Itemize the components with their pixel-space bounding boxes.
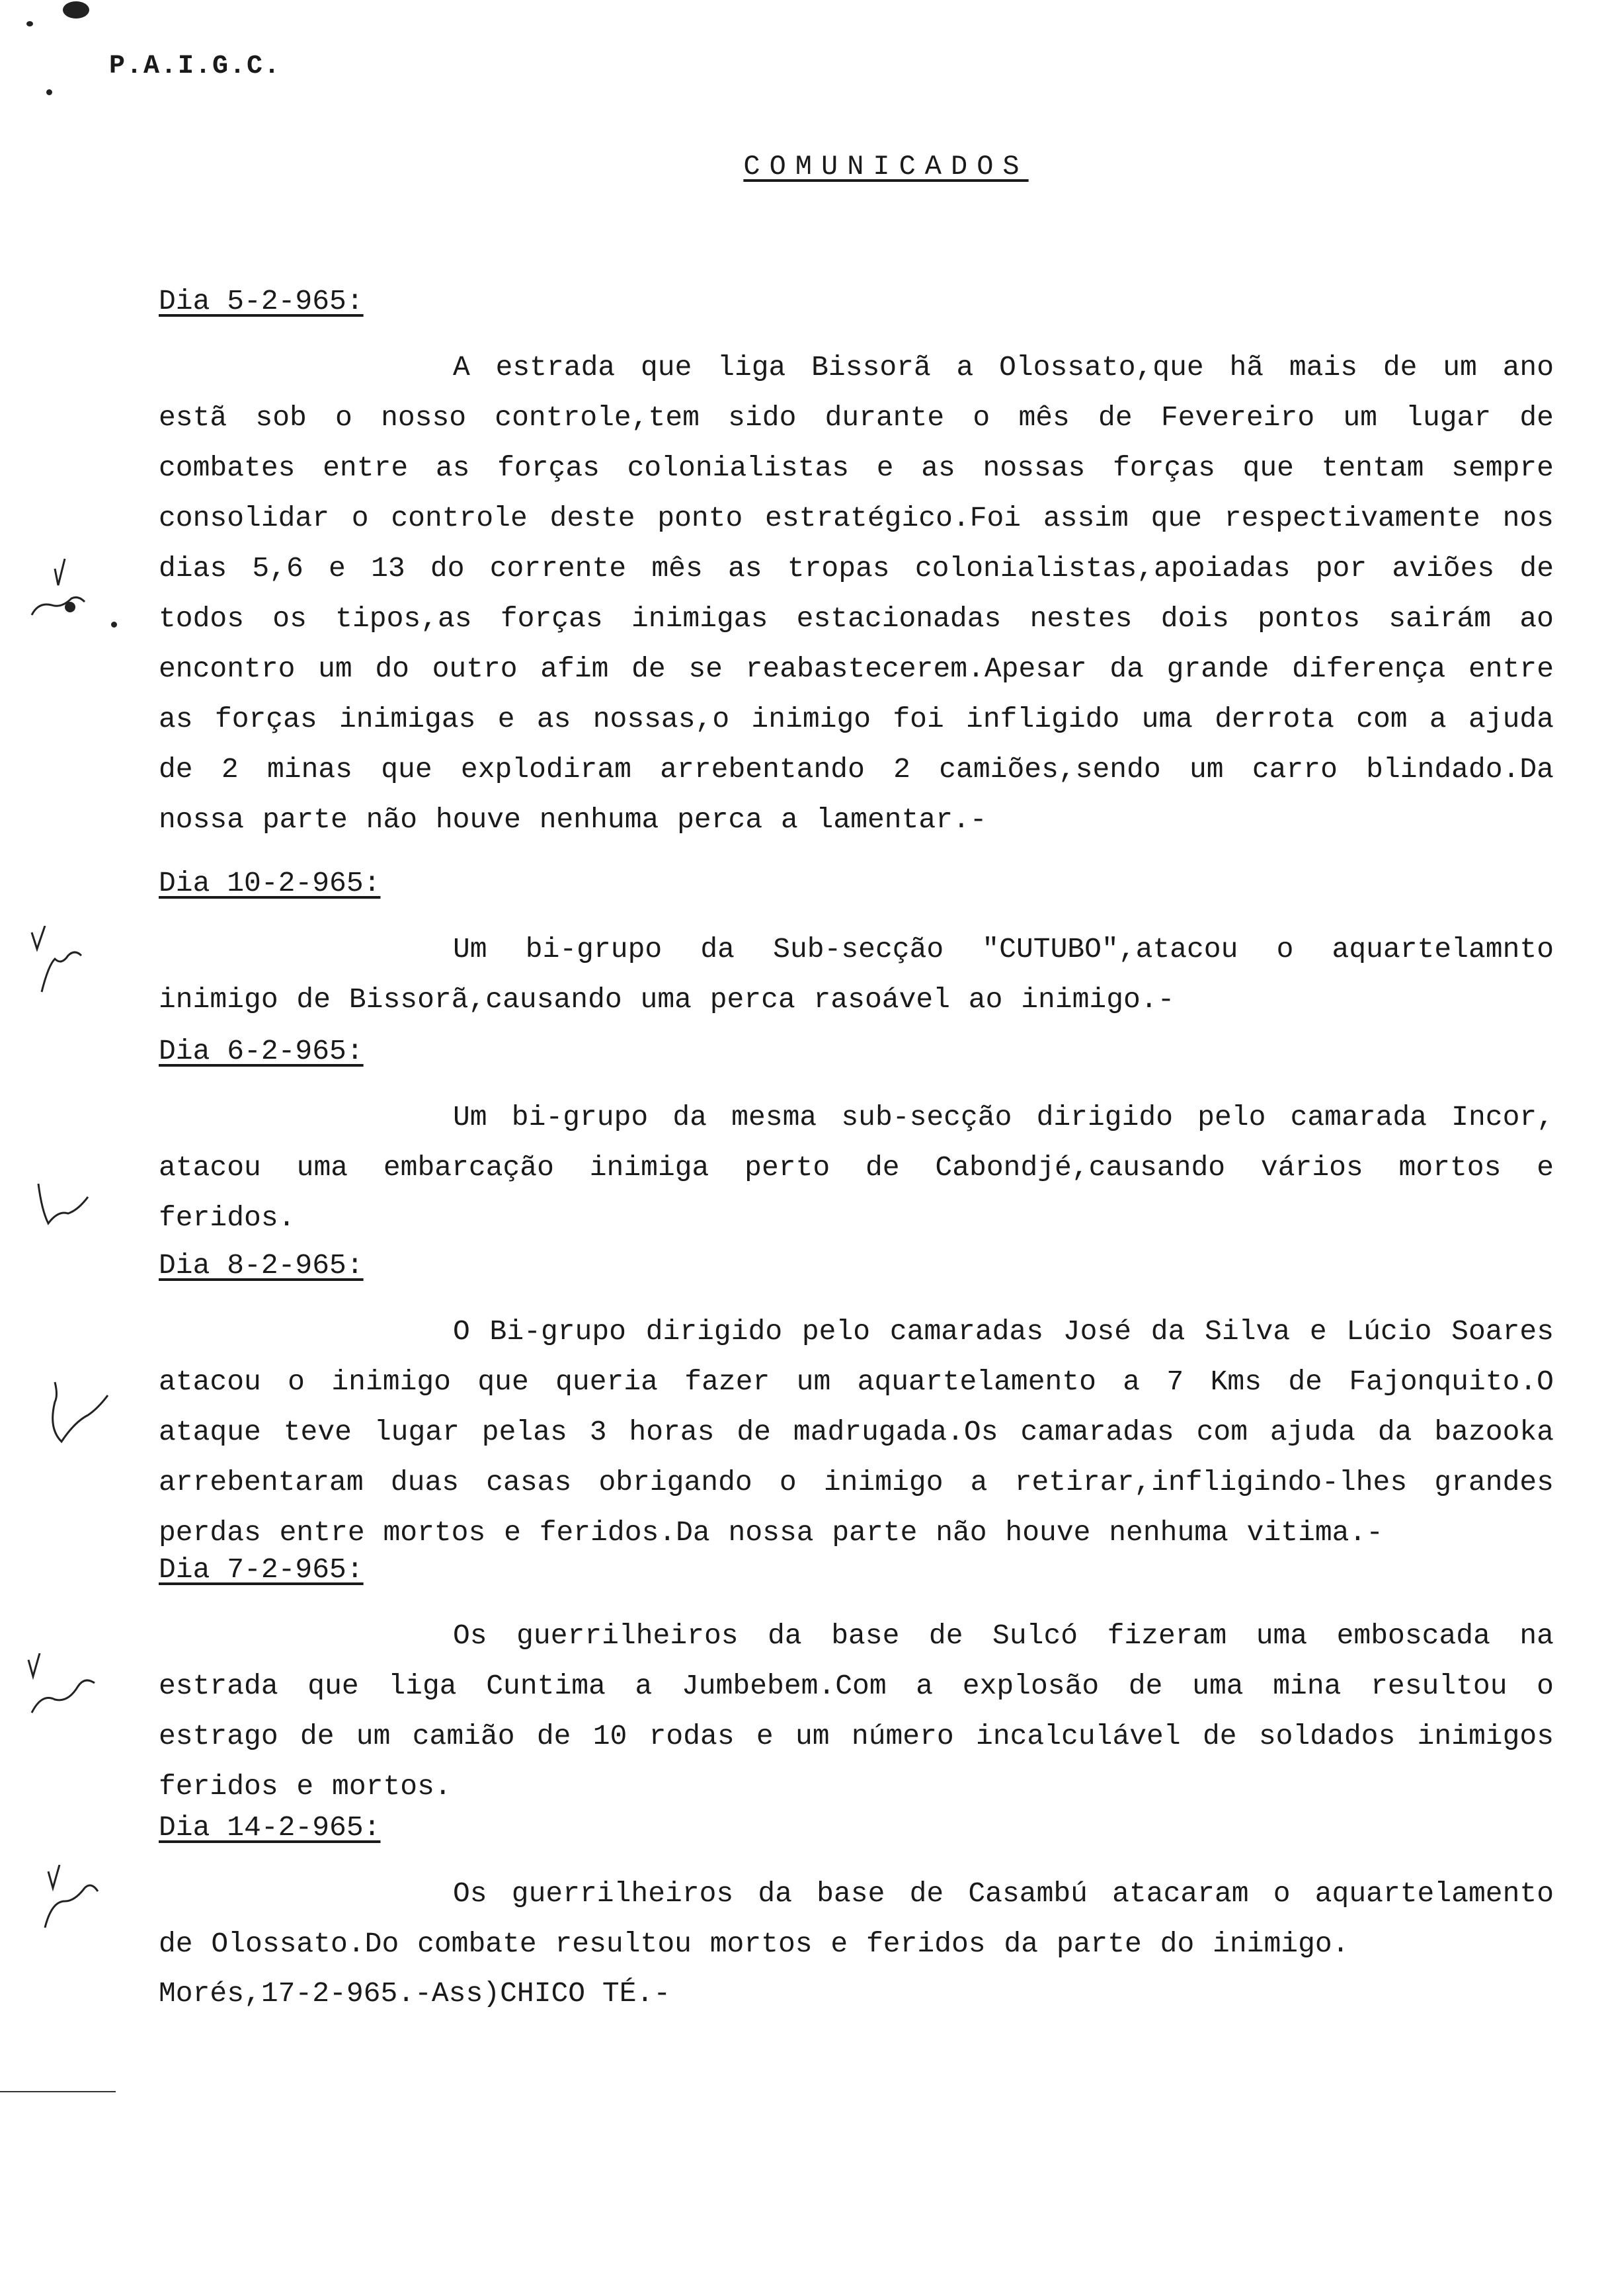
entry-text <box>159 1307 1554 1558</box>
scan-speck <box>63 1 89 19</box>
scan-speck <box>46 89 52 95</box>
handwritten-margin-mark <box>19 926 118 999</box>
entry-block <box>159 1812 1554 1969</box>
handwritten-margin-mark <box>19 1653 118 1726</box>
entry-text <box>159 924 1554 1025</box>
bottom-rule <box>0 2091 116 2092</box>
entry-text <box>159 1611 1554 1812</box>
entry-text-body: Os guerrilheiros da base de Sulcó fizeram uma emboscada na estrada que liga Cuntima a Jumbebem.Com a explosão de uma mina resultou o estrago de um camião de 10 rodas e um número incalculável de soldados inimigos feridos e mortos. <box>159 1620 1554 1803</box>
entry-text-body: A estrada que liga Bissorã a Olossato,que hã mais de um ano estã sob o nosso controle,tem sido durante o mês de Fevereiro um lugar de combates entre as forças colonialistas e as nossas forças que tentam sempre consolidar o controle deste ponto estratégico.Foi assim que respectivamente nos dias 5,6 e 13 do corrente mês as tropas colonialistas,apoiadas por aviões de todos os tipos,as forças inimigas estacionadas nestes dois pontos sairám ao encontro um do outro afim de se reabastecerem.Apesar da grande diferença entre as forças inimigas e as nossas,o inimigo foi infligido uma derrota com a ajuda de 2 minas que explodiram arrebentando 2 camiões,sendo um carro blindado.Da nossa parte não houve nenhuma perca a lamentar.- <box>159 351 1554 836</box>
entry-text <box>159 1092 1554 1243</box>
entry-date: Dia 10-2-965: <box>159 867 381 899</box>
entry-date: Dia 5-2-965: <box>159 285 364 317</box>
entry-text-body: Um bi-grupo da mesma sub-secção dirigido pelo camarada Incor, atacou uma embarcação inimiga perto de Cabondjé,causando vários mortos e feridos. <box>159 1101 1554 1234</box>
entry-date: Dia 14-2-965: <box>159 1811 381 1844</box>
entry-text-body: Os guerrilheiros da base de Casambú atacaram o aquartelamento de Olossato.Do combate resultou mortos e feridos da parte do inimigo. <box>159 1877 1554 1960</box>
entry-block <box>159 1036 1554 1243</box>
entry-block <box>159 868 1554 1025</box>
signature-line: Morés,17-2-965.-Ass)CHICO TÉ.- <box>159 1977 671 2010</box>
scan-speck <box>26 21 33 26</box>
handwritten-margin-mark <box>19 1375 118 1448</box>
entry-text-body: Um bi-grupo da Sub-secção "CUTUBO",atacou o aquartelamnto inimigo de Bissorã,causando uma perca rasoável ao inimigo.- <box>159 933 1554 1016</box>
entry-block <box>159 1554 1554 1812</box>
entry-block <box>159 1250 1554 1558</box>
entry-date: Dia 8-2-965: <box>159 1249 364 1282</box>
entry-date: Dia 6-2-965: <box>159 1035 364 1067</box>
organization-header: P.A.I.G.C. <box>109 52 282 81</box>
entry-text <box>159 343 1554 845</box>
handwritten-margin-mark <box>19 1865 118 1938</box>
entry-text-body: O Bi-grupo dirigido pelo camaradas José da Silva e Lúcio Soares atacou o inimigo que queria fazer um aquartelamento a 7 Kms de Fajonquito.O ataque teve lugar pelas 3 horas de madrugada.Os camaradas com ajuda da bazooka arrebentaram duas casas obrigando o inimigo a retirar,infligindo-lhes grandes perdas entre mortos e feridos.Da nossa parte não houve nenhuma vitima.- <box>159 1315 1554 1549</box>
entry-date: Dia 7-2-965: <box>159 1553 364 1586</box>
entry-text <box>159 1869 1554 1969</box>
entry-block <box>159 286 1554 845</box>
handwritten-margin-mark <box>19 1177 118 1250</box>
handwritten-margin-mark <box>19 555 118 628</box>
document-title: COMUNICADOS <box>743 151 1029 183</box>
